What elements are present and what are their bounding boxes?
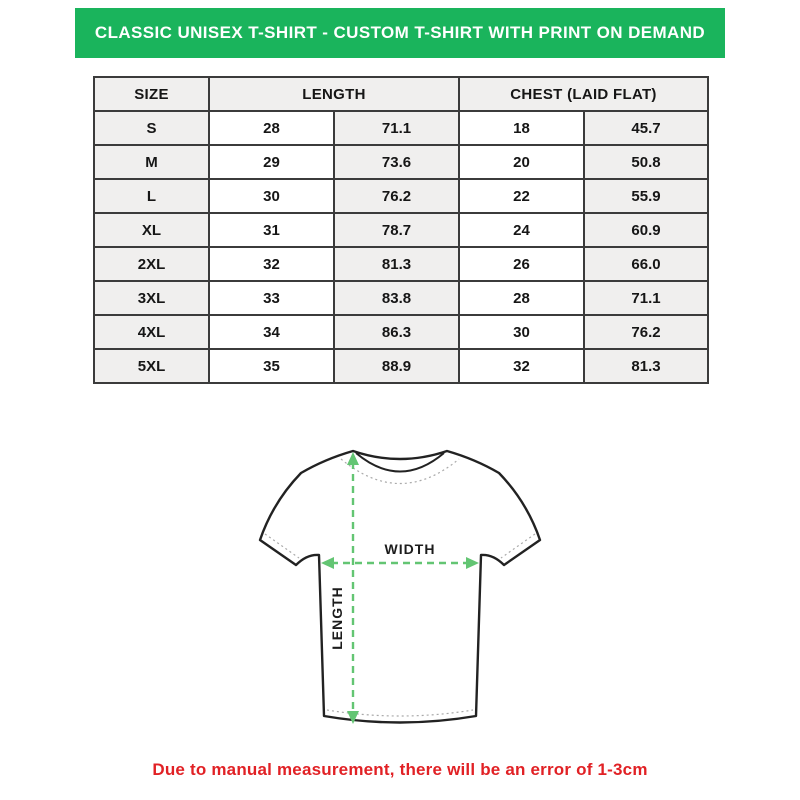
tshirt-outline (260, 451, 540, 723)
chest-in-cell: 32 (459, 349, 584, 383)
chest-cm-cell: 66.0 (584, 247, 708, 281)
length-in-cell: 33 (209, 281, 334, 315)
length-in-cell: 29 (209, 145, 334, 179)
length-cm-cell: 76.2 (334, 179, 459, 213)
table-row (94, 179, 708, 213)
measurement-error-note (0, 760, 800, 780)
length-cm-cell: 78.7 (334, 213, 459, 247)
size-cell: M (94, 145, 209, 179)
size-chart-table (93, 76, 709, 384)
note-text: Due to manual measurement, there will be an error of 1-3cm (152, 760, 648, 779)
tshirt-measurement-diagram (235, 426, 565, 748)
length-cm-cell: 86.3 (334, 315, 459, 349)
length-cm-cell: 71.1 (334, 111, 459, 145)
chest-in-cell: 18 (459, 111, 584, 145)
table-row (94, 315, 708, 349)
table-row (94, 281, 708, 315)
page-title: CLASSIC UNISEX T-SHIRT - CUSTOM T-SHIRT WITH PRINT ON DEMAND (94, 23, 706, 42)
width-label: WIDTH (384, 541, 436, 557)
tshirt-diagram-svg (235, 426, 565, 748)
table-row (94, 145, 708, 179)
length-in-cell: 31 (209, 213, 334, 247)
table-header-row (94, 77, 708, 111)
length-cm-cell: 81.3 (334, 247, 459, 281)
chest-in-cell: 26 (459, 247, 584, 281)
length-cm-cell: 73.6 (334, 145, 459, 179)
chest-cm-cell: 60.9 (584, 213, 708, 247)
length-in-cell: 34 (209, 315, 334, 349)
column-header-length: LENGTH (209, 77, 459, 111)
chest-cm-cell: 71.1 (584, 281, 708, 315)
table-row (94, 213, 708, 247)
length-cm-cell: 88.9 (334, 349, 459, 383)
column-header-size: SIZE (94, 77, 209, 111)
chest-cm-cell: 50.8 (584, 145, 708, 179)
chest-in-cell: 22 (459, 179, 584, 213)
column-header-chest: CHEST (LAID FLAT) (459, 77, 708, 111)
chest-in-cell: 30 (459, 315, 584, 349)
chest-in-cell: 28 (459, 281, 584, 315)
length-in-cell: 30 (209, 179, 334, 213)
size-cell: L (94, 179, 209, 213)
length-in-cell: 35 (209, 349, 334, 383)
size-cell: 4XL (94, 315, 209, 349)
chest-cm-cell: 76.2 (584, 315, 708, 349)
size-cell: 2XL (94, 247, 209, 281)
length-cm-cell: 83.8 (334, 281, 459, 315)
table-row (94, 111, 708, 145)
chest-cm-cell: 45.7 (584, 111, 708, 145)
table-row (94, 349, 708, 383)
size-cell: 5XL (94, 349, 209, 383)
size-cell: XL (94, 213, 209, 247)
length-in-cell: 32 (209, 247, 334, 281)
chest-cm-cell: 81.3 (584, 349, 708, 383)
chest-in-cell: 24 (459, 213, 584, 247)
title-banner (75, 8, 725, 58)
size-cell: S (94, 111, 209, 145)
length-label: LENGTH (329, 586, 345, 650)
table-row (94, 247, 708, 281)
length-in-cell: 28 (209, 111, 334, 145)
chest-cm-cell: 55.9 (584, 179, 708, 213)
chest-in-cell: 20 (459, 145, 584, 179)
size-cell: 3XL (94, 281, 209, 315)
